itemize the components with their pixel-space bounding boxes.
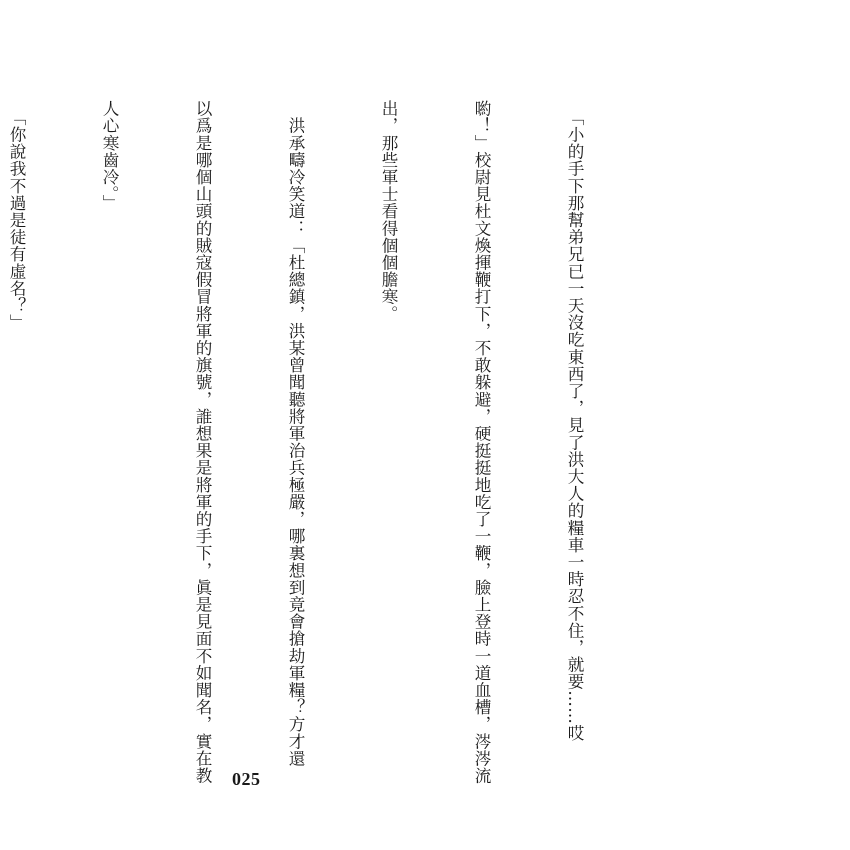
page-number: 025 — [232, 769, 261, 789]
text-column-2: 喲！」校尉見杜文煥揮鞭打下，不敢躲避，硬挺挺地吃了一鞭，臉上登時一道血槽，涔涔流 — [472, 100, 491, 784]
text-column-3: 出，那些軍士看得個個膽寒。 — [379, 100, 398, 323]
text-column-1: 「小的手下那幫弟兄已一天沒吃東西了，見了洪大人的糧車一時忍不住，就要……哎 — [565, 100, 584, 742]
text-column-5: 以爲是哪個山頭的賊寇假冒將軍的旗號，誰想果是將軍的手下，眞是見面不如聞名，實在教 — [193, 100, 212, 784]
text-column-7: 「你說我不過是徒有虛名？」 — [7, 100, 26, 332]
text-column-6: 人心寒齒冷。」 — [100, 100, 119, 212]
text-column-4: 洪承疇冷笑道：「杜總鎮，洪某曾聞聽將軍治兵極嚴，哪裏想到竟會搶劫軍糧？方才還 — [286, 100, 305, 767]
